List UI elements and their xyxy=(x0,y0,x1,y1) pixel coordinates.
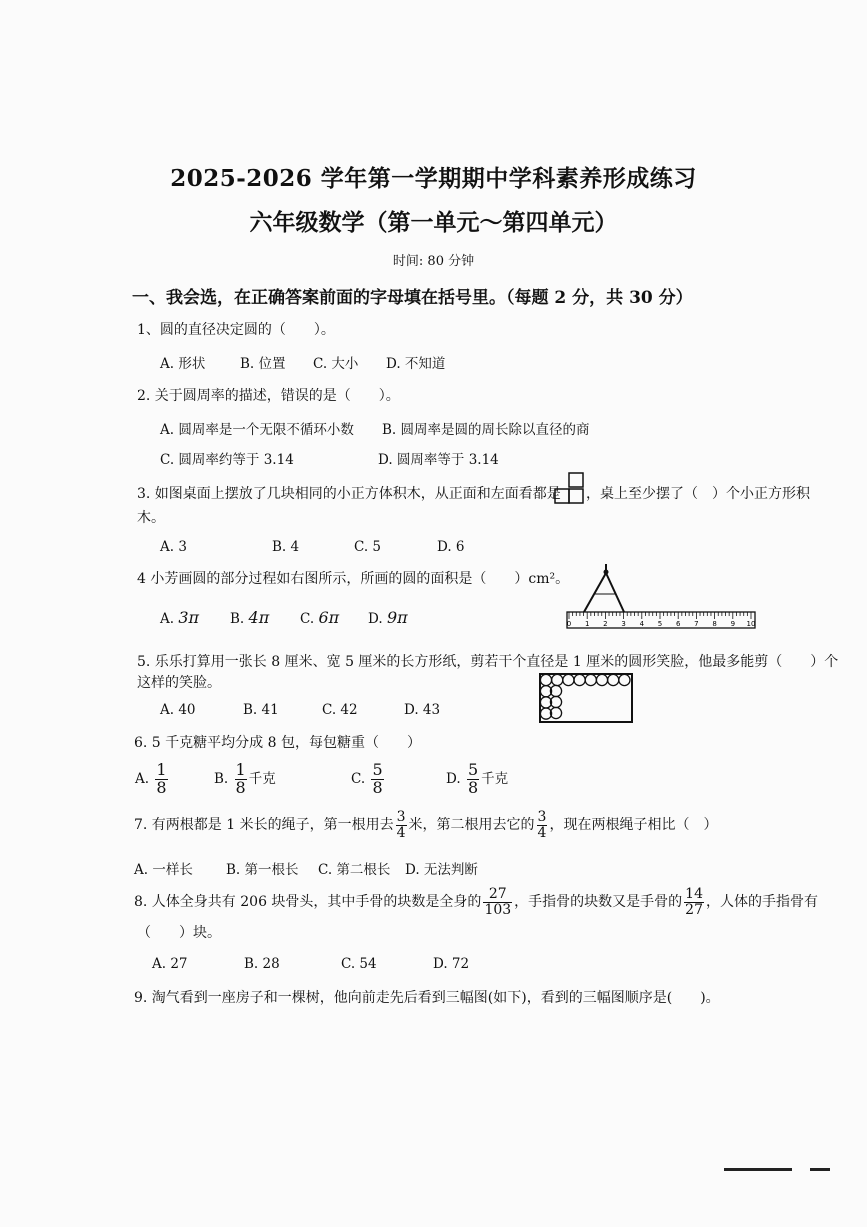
q6-option-a: A. $\frac{1}{8}$ xyxy=(135,760,167,797)
q5-text-b: 这样的笑脸。 xyxy=(137,675,221,691)
smiley-circle xyxy=(540,674,551,685)
cube-view-figure xyxy=(553,472,585,506)
q1-option-b: B. 位置 xyxy=(240,356,286,372)
q6-option-b: B. $\frac{1}{8}$ 千克 xyxy=(214,760,276,797)
scan-mark xyxy=(810,1168,830,1171)
question-7: 7. 有两根都是 1 米长的绳子，第一根用去 $\frac{3}{4}$ 米，第二根用去它的 $\frac{3}{4}$ ，现在两根绳子相比（ ） xyxy=(134,809,718,841)
q3-option-c: C. 5 xyxy=(354,539,382,555)
question-1: 1、圆的直径决定圆的（ ）。 xyxy=(137,322,335,338)
q5-option-c: C. 42 xyxy=(322,702,358,718)
question-3 xyxy=(137,483,561,503)
exam-time: 时间: 80 分钟 xyxy=(392,254,475,269)
ruler-tick-label: 4 xyxy=(639,620,645,628)
q8-option-a: A. 27 xyxy=(152,956,188,972)
question-5: 5. 乐乐打算用一张长 8 厘米、宽 5 厘米的长方形纸，剪若干个直径是 1 厘米的圆形笑脸，他最多能剪（ ）个 xyxy=(137,654,839,670)
ruler-tick-label: 1 xyxy=(584,620,590,628)
q3-option-a: A. 3 xyxy=(160,539,187,555)
q3-text-b: ，桌上至少摆了（ ）个小正方形积 xyxy=(586,486,810,502)
smiley-circle xyxy=(608,674,619,685)
question-4: 4 小芳画圆的部分过程如右图所示，所画的圆的面积是（ ）cm²。 xyxy=(137,571,570,587)
q8-option-b: B. 28 xyxy=(244,956,280,972)
smiley-circle xyxy=(574,674,585,685)
question-8: 8. 人体全身共有 206 块骨头，其中手骨的块数是全身的 $\frac{27}{103}$ ，手指骨的块数又是手骨的 $\frac{14}{27}$ ，人体的手指骨有 xyxy=(134,886,818,918)
q4-option-c: C. 6π xyxy=(300,608,340,627)
q3-text-c: 木。 xyxy=(137,510,165,526)
question-2: 2. 关于圆周率的描述，错误的是（ ）。 xyxy=(137,388,400,404)
q4-option-b: B. 4π xyxy=(230,608,270,627)
q7-option-c: C. 第二根长 xyxy=(318,862,391,878)
q2-option-d: D. 圆周率等于 3.14 xyxy=(378,452,499,468)
q1-option-a: A. 形状 xyxy=(160,356,206,372)
ruler-tick-label: 7 xyxy=(694,620,699,628)
section-heading: 一、我会选，在正确答案前面的字母填在括号里。（每题 2 分，共 30 分） xyxy=(132,288,693,308)
q1-option-c: C. 大小 xyxy=(313,356,359,372)
ruler-tick-label: 2 xyxy=(603,620,608,628)
question-6: 6. 5 千克糖平均分成 8 包，每包糖重（ ） xyxy=(134,735,421,751)
ruler-tick-label: 0 xyxy=(566,620,572,628)
q5-option-b: B. 41 xyxy=(243,702,279,718)
exam-title: 2025-2026 学年第一学期期中学科素养形成练习 xyxy=(170,165,697,192)
smiley-circle xyxy=(619,674,630,685)
smiley-paper-figure xyxy=(538,672,634,724)
ruler-tick-label: 3 xyxy=(621,620,626,628)
q5-option-d: D. 43 xyxy=(404,702,441,718)
ruler-tick-label: 10 xyxy=(746,620,756,628)
exam-subtitle: 六年级数学（第一单元～第四单元） xyxy=(249,209,618,236)
q8-text-d: （ ）块。 xyxy=(137,925,221,941)
ruler-tick-label: 5 xyxy=(657,620,663,628)
q4-option-a: A. 3π xyxy=(160,608,200,627)
ruler xyxy=(567,612,756,628)
q7-option-a: A. 一样长 xyxy=(134,862,193,878)
q5-option-a: A. 40 xyxy=(160,702,196,718)
ruler-tick-label: 9 xyxy=(730,620,736,628)
q3-option-b: B. 4 xyxy=(272,539,300,555)
smiley-circle xyxy=(552,674,563,685)
ruler-tick-label: 8 xyxy=(712,620,717,628)
q4-option-d: D. 9π xyxy=(368,608,408,627)
q2-option-a: A. 圆周率是一个无限不循环小数 xyxy=(160,422,354,438)
scan-mark xyxy=(724,1168,792,1171)
q8-option-d: D. 72 xyxy=(433,956,470,972)
q3-text-a: 3. 如图桌面上摆放了几块相同的小正方体积木，从正面和左面看都是 xyxy=(137,486,561,502)
q2-option-c: C. 圆周率约等于 3.14 xyxy=(160,452,294,468)
q7-option-b: B. 第一根长 xyxy=(226,862,299,878)
compass-icon xyxy=(584,564,624,612)
compass-ruler-figure xyxy=(562,556,758,632)
q8-option-c: C. 54 xyxy=(341,956,377,972)
question-9: 9. 淘气看到一座房子和一棵树，他向前走先后看到三幅图(如下)，看到的三幅图顺序是( )。 xyxy=(134,990,720,1006)
q7-option-d: D. 无法判断 xyxy=(405,862,478,878)
q3-option-d: D. 6 xyxy=(437,539,465,555)
q2-option-b: B. 圆周率是圆的周长除以直径的商 xyxy=(382,422,590,438)
smiley-circle xyxy=(585,674,596,685)
q6-option-c: C. $\frac{5}{8}$ xyxy=(351,760,383,797)
ruler-tick-label: 6 xyxy=(675,620,681,628)
smiley-circle xyxy=(563,674,574,685)
smiley-circle xyxy=(596,674,607,685)
q6-option-d: D. $\frac{5}{8}$ 千克 xyxy=(446,760,509,797)
q1-option-d: D. 不知道 xyxy=(386,356,446,372)
